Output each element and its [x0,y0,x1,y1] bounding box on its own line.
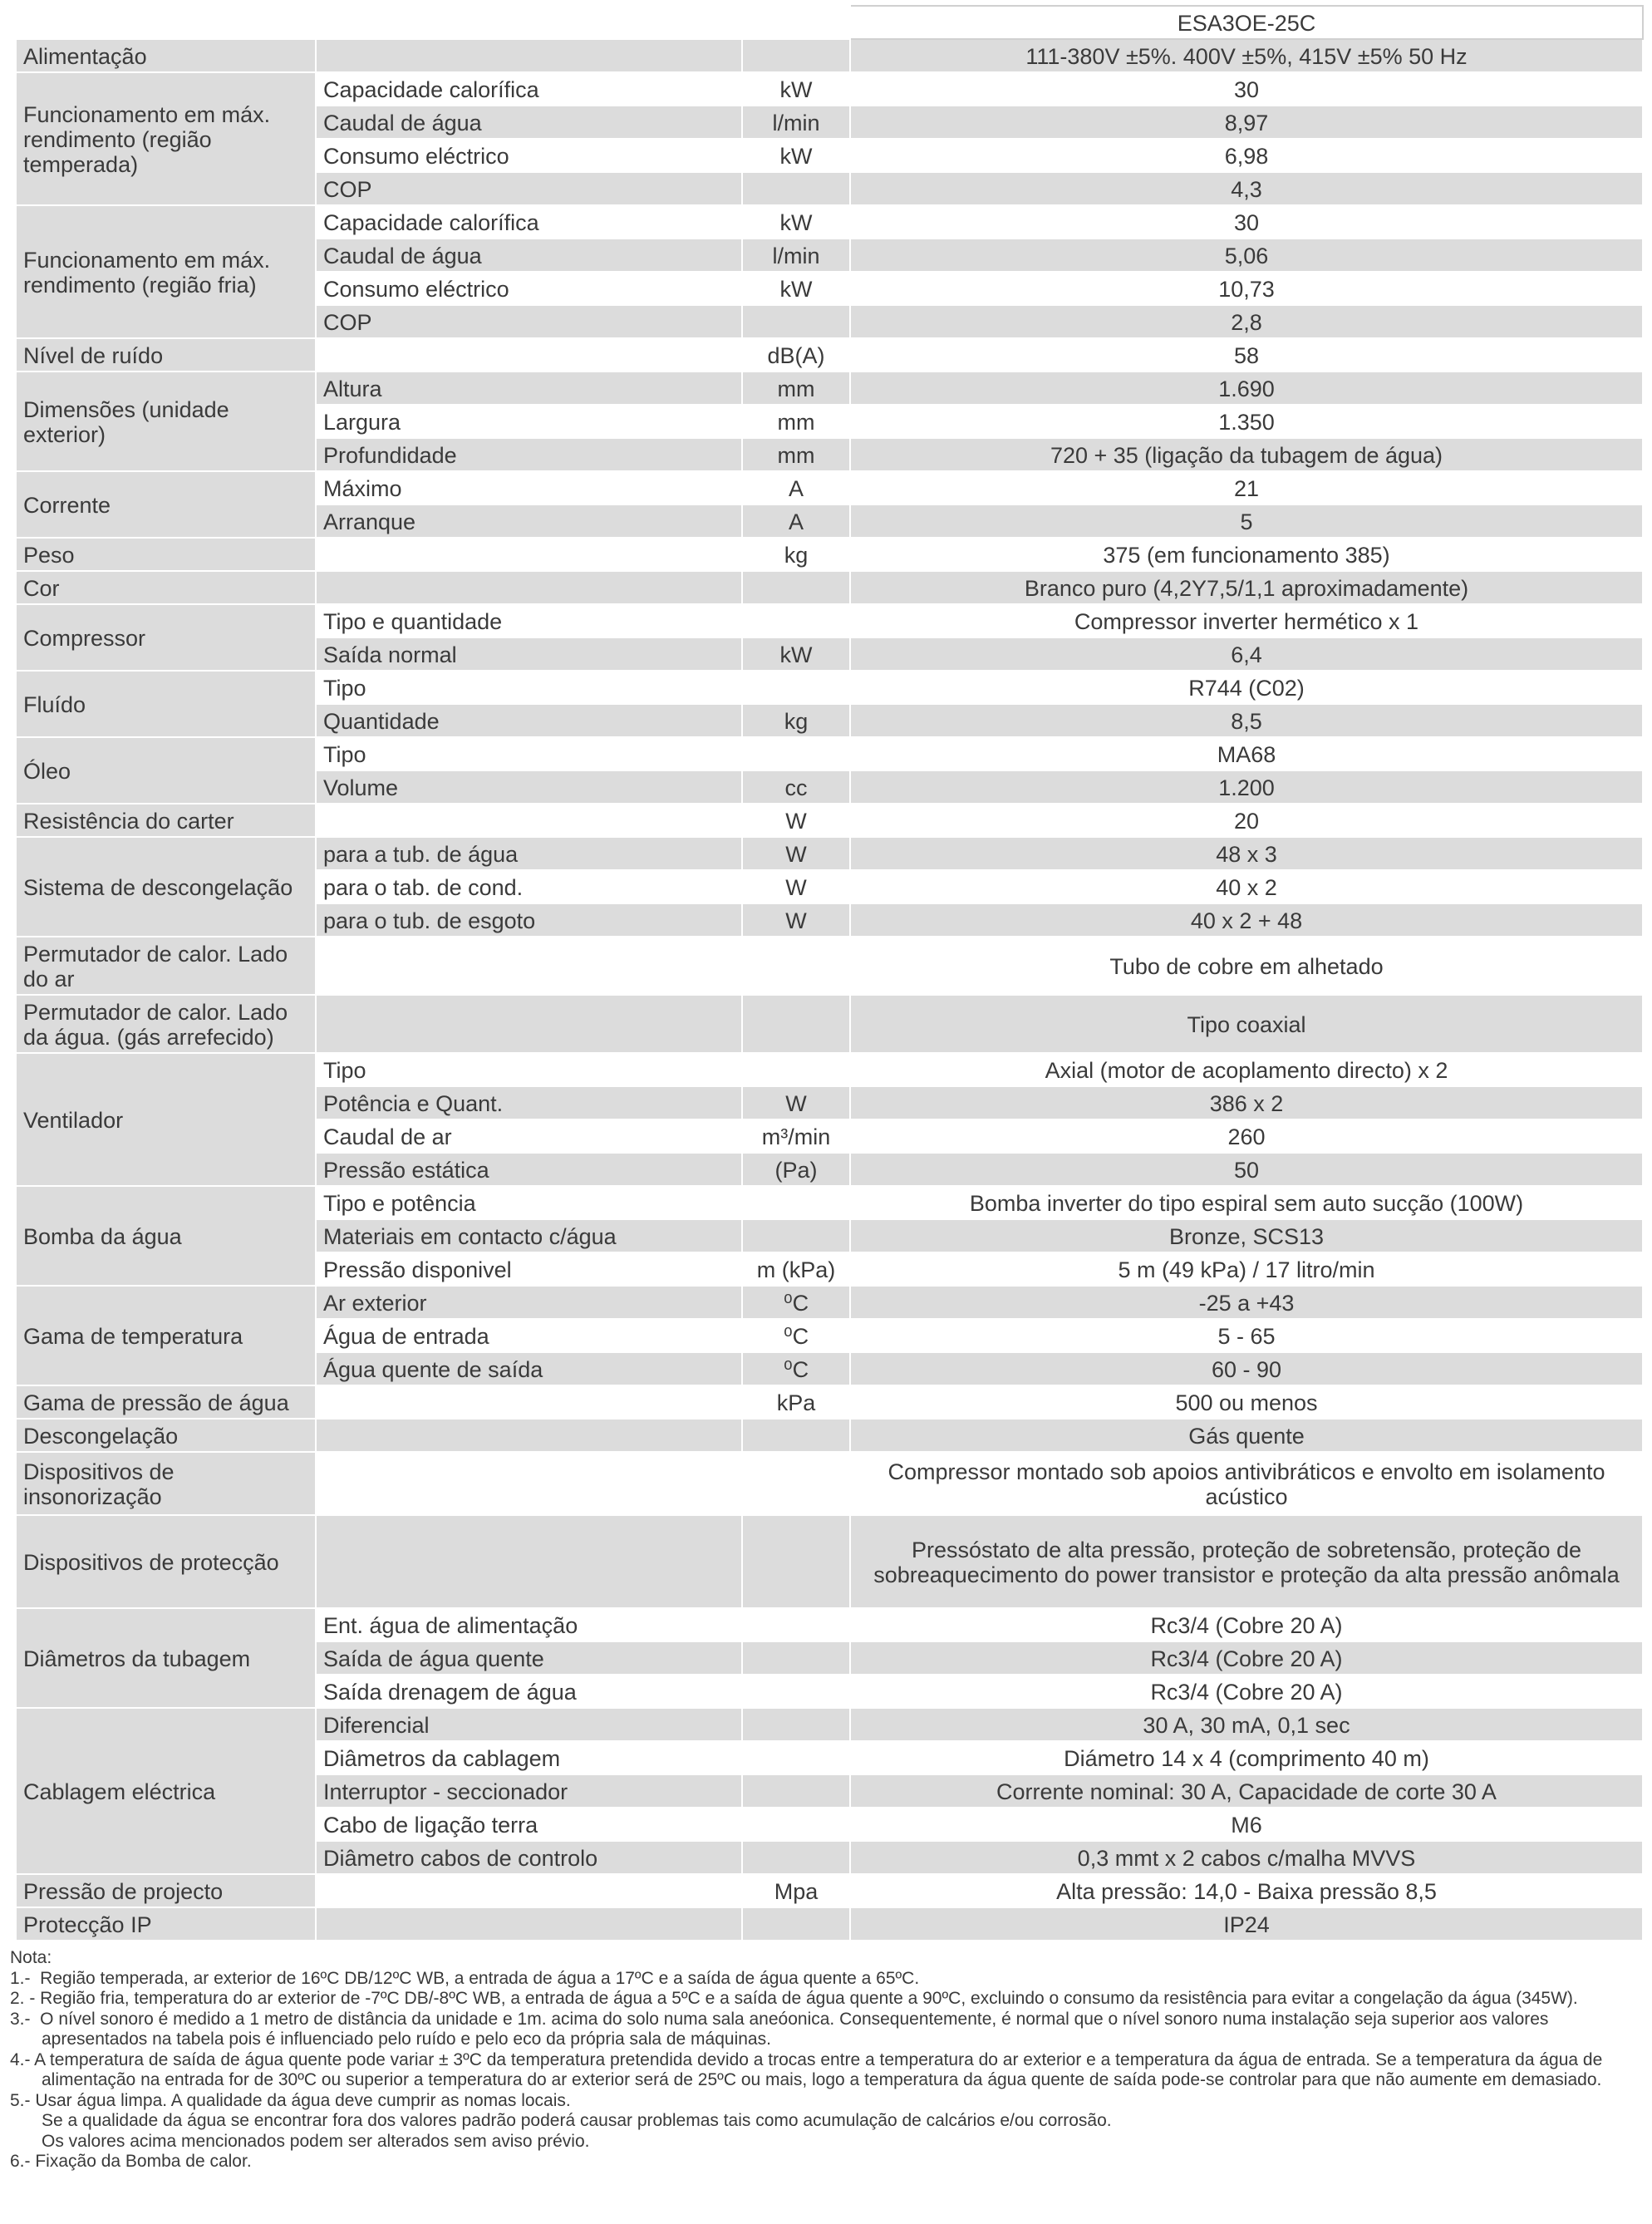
row-value: 5 - 65 [850,1319,1643,1352]
row-value: Compressor montado sob apoios antivibráticos e envolto em isolamento acústico [850,1452,1643,1515]
row-value: 6,4 [850,637,1643,671]
row-unit: ⁰C [742,1286,850,1319]
row-unit [742,1053,850,1086]
spec-row [16,671,1643,704]
row-value: 30 [850,72,1643,106]
row-sublabel [316,1907,742,1941]
row-sublabel: Água quente de saída [316,1352,742,1385]
row-unit: (Pa) [742,1153,850,1186]
row-label: Cor [16,571,316,604]
row-sublabel: Capacidade calorífica [316,205,742,239]
row-value: 5 m (49 kPa) / 17 litro/min [850,1252,1643,1286]
row-value: Rc3/4 (Cobre 20 A) [850,1641,1643,1675]
row-value: 30 [850,205,1643,239]
row-sublabel: Volume [316,770,742,804]
row-unit: W [742,903,850,937]
row-sublabel: Saída normal [316,637,742,671]
row-sublabel: Profundidade [316,438,742,471]
row-value: Diámetro 14 x 4 (comprimento 40 m) [850,1741,1643,1774]
row-label: Pressão de projecto [16,1874,316,1907]
row-label: Diâmetros da tubagem [16,1608,316,1708]
row-sublabel [316,937,742,995]
row-unit: kW [742,205,850,239]
row-sublabel: Cabo de ligação terra [316,1808,742,1841]
row-sublabel: Água de entrada [316,1319,742,1352]
model-header-row [16,6,1643,39]
row-value: 1.200 [850,770,1643,804]
spec-row [16,1053,1643,1086]
row-unit [742,1741,850,1774]
note-6: 6.- Fixação da Bomba de calor. [10,2152,252,2171]
row-value: Rc3/4 (Cobre 20 A) [850,1608,1643,1641]
row-unit [742,1515,850,1608]
spec-row [16,1419,1643,1452]
row-sublabel [316,538,742,571]
spec-row [16,995,1643,1053]
spec-row [16,1286,1643,1319]
row-unit [742,671,850,704]
row-sublabel [316,1874,742,1907]
row-value: R744 (C02) [850,671,1643,704]
row-value: M6 [850,1808,1643,1841]
spec-row [16,1608,1643,1641]
row-unit [742,1186,850,1219]
row-unit: kW [742,272,850,305]
row-unit [742,1675,850,1708]
row-sublabel: Máximo [316,471,742,504]
spec-row [16,737,1643,770]
spec-row [16,604,1643,637]
row-sublabel: Tipo [316,671,742,704]
row-sublabel: Saída de água quente [316,1641,742,1675]
row-sublabel: Caudal de água [316,239,742,272]
row-value: 5,06 [850,239,1643,272]
row-value: 375 (em funcionamento 385) [850,538,1643,571]
row-unit: kW [742,139,850,172]
spec-row [16,1874,1643,1907]
row-value: Pressóstato de alta pressão, proteção de sobretensão, proteção de sobreaquecimento do power transistor e proteção da alta pressão anômala [850,1515,1643,1608]
row-unit: cc [742,770,850,804]
row-unit [742,1641,850,1675]
row-value: Branco puro (4,2Y7,5/1,1 aproximadamente) [850,571,1643,604]
row-label: Peso [16,538,316,571]
row-unit [742,1808,850,1841]
row-value: 260 [850,1119,1643,1153]
row-value: Corrente nominal: 30 A, Capacidade de corte 30 A [850,1774,1643,1808]
row-value: 1.350 [850,405,1643,438]
spec-row [16,538,1643,571]
row-unit: m (kPa) [742,1252,850,1286]
row-sublabel: Pressão disponivel [316,1252,742,1286]
spec-row [16,937,1643,995]
row-sublabel: Arranque [316,504,742,538]
row-sublabel [316,571,742,604]
row-unit: l/min [742,106,850,139]
row-value: 8,5 [850,704,1643,737]
row-value: 8,97 [850,106,1643,139]
row-unit [742,305,850,338]
row-unit [742,1907,850,1941]
row-sublabel [316,1515,742,1608]
row-unit: Mpa [742,1874,850,1907]
row-value: Tipo coaxial [850,995,1643,1053]
row-value: 0,3 mmt x 2 cabos c/malha MVVS [850,1841,1643,1874]
row-unit: W [742,870,850,903]
row-unit: ⁰C [742,1319,850,1352]
row-label: Cablagem eléctrica [16,1708,316,1874]
note-5: 5.- Usar água limpa. A qualidade da água deve cumprir as nomas locais. [10,2090,571,2110]
row-label: Corrente [16,471,316,538]
row-sublabel: Altura [316,371,742,405]
spec-row [16,1907,1643,1941]
spec-row [16,39,1643,72]
row-label: Protecção IP [16,1907,316,1941]
row-value: 30 A, 30 mA, 0,1 sec [850,1708,1643,1741]
row-sublabel: Diâmetros da cablagem [316,1741,742,1774]
row-sublabel [316,995,742,1053]
row-unit [742,1419,850,1452]
row-sublabel: Tipo [316,1053,742,1086]
row-value: Rc3/4 (Cobre 20 A) [850,1675,1643,1708]
row-sublabel: Caudal de ar [316,1119,742,1153]
row-label: Óleo [16,737,316,804]
row-value: MA68 [850,737,1643,770]
row-sublabel: para o tub. de esgoto [316,903,742,937]
row-sublabel: Largura [316,405,742,438]
row-unit: A [742,471,850,504]
row-label: Dispositivos de insonorização [16,1452,316,1515]
spec-row [16,1452,1643,1515]
row-sublabel: Consumo eléctrico [316,272,742,305]
row-unit: W [742,837,850,870]
row-value: 58 [850,338,1643,371]
row-label: Funcionamento em máx. rendimento (região fria) [16,205,316,338]
row-sublabel: Tipo [316,737,742,770]
row-sublabel: para a tub. de água [316,837,742,870]
row-unit [742,1219,850,1252]
note-5-detail-1: Se a qualidade da água se encontrar fora dos valores padrão poderá causar problemas tais como acumulação de calcários e/ou corrosão. [42,2111,1112,2130]
row-sublabel: Materiais em contacto c/água [316,1219,742,1252]
row-unit: kW [742,72,850,106]
row-label: Permutador de calor. Lado da água. (gás arrefecido) [16,995,316,1053]
row-value: IP24 [850,1907,1643,1941]
row-unit [742,1774,850,1808]
row-unit: dB(A) [742,338,850,371]
row-value: 111-380V ±5%. 400V ±5%, 415V ±5% 50 Hz [850,39,1643,72]
spec-row [16,837,1643,870]
spec-row [16,338,1643,371]
row-label: Bomba da água [16,1186,316,1286]
row-unit [742,1608,850,1641]
row-unit [742,995,850,1053]
row-sublabel: Tipo e potência [316,1186,742,1219]
row-sublabel: Interruptor - seccionador [316,1774,742,1808]
row-sublabel [316,1419,742,1452]
row-unit [742,1452,850,1515]
row-value: Bomba inverter do tipo espiral sem auto sucção (100W) [850,1186,1643,1219]
row-label: Compressor [16,604,316,671]
row-unit: mm [742,438,850,471]
row-value: 50 [850,1153,1643,1186]
spec-row [16,205,1643,239]
note-3: 3.- O nível sonoro é medido a 1 metro de distância da unidade e 1m. acima do solo numa sala aneóonica. Consequentemente, é normal que o nível sonoro numa instalação seja superior aos valores apresentados na tabela pois é influenciado pelo ruído e pelo eco da própria sala de máquinas. [10,2009,1554,2049]
row-sublabel: Potência e Quant. [316,1086,742,1119]
row-value: 6,98 [850,139,1643,172]
row-sublabel: COP [316,305,742,338]
row-sublabel [316,1452,742,1515]
row-value: Gás quente [850,1419,1643,1452]
model-name: ESA3OE-25C [850,6,1643,39]
row-label: Permutador de calor. Lado do ar [16,937,316,995]
row-sublabel: para o tab. de cond. [316,870,742,903]
spec-row [16,1186,1643,1219]
row-unit: kPa [742,1385,850,1419]
row-sublabel: Consumo eléctrico [316,139,742,172]
row-sublabel [316,39,742,72]
row-unit [742,39,850,72]
row-unit: kW [742,637,850,671]
row-label: Alimentação [16,39,316,72]
row-sublabel: Quantidade [316,704,742,737]
row-label: Ventilador [16,1053,316,1186]
row-label: Fluído [16,671,316,737]
row-sublabel: Tipo e quantidade [316,604,742,637]
row-label: Funcionamento em máx. rendimento (região temperada) [16,72,316,205]
row-unit [742,571,850,604]
row-value: 20 [850,804,1643,837]
row-unit: W [742,804,850,837]
row-label: Resistência do carter [16,804,316,837]
row-sublabel: Caudal de água [316,106,742,139]
row-value: Compressor inverter hermético x 1 [850,604,1643,637]
row-value: Bronze, SCS13 [850,1219,1643,1252]
row-value: 1.690 [850,371,1643,405]
note-2: 2. - Região fria, temperatura do ar exterior de -7ºC DB/-8ºC WB, a entrada de água a 5ºC e a saída de água quente a 90ºC, excluindo o consumo da resistência para evitar a congelação da água (345W). [10,1989,1578,2008]
row-value: 60 - 90 [850,1352,1643,1385]
row-label: Sistema de descongelação [16,837,316,937]
row-value: Axial (motor de acoplamento directo) x 2 [850,1053,1643,1086]
row-sublabel [316,804,742,837]
row-unit [742,937,850,995]
spec-row [16,371,1643,405]
row-value: 21 [850,471,1643,504]
row-label: Gama de pressão de água [16,1385,316,1419]
row-value: 720 + 35 (ligação da tubagem de água) [850,438,1643,471]
row-label: Descongelação [16,1419,316,1452]
row-value: 4,3 [850,172,1643,205]
row-unit: m³/min [742,1119,850,1153]
row-value: 40 x 2 + 48 [850,903,1643,937]
row-unit: ⁰C [742,1352,850,1385]
row-value: -25 a +43 [850,1286,1643,1319]
row-sublabel: Diferencial [316,1708,742,1741]
spec-row [16,1515,1643,1608]
row-sublabel: Capacidade calorífica [316,72,742,106]
header-spacer [16,6,850,39]
spec-row [16,72,1643,106]
row-value: 500 ou menos [850,1385,1643,1419]
spec-row [16,804,1643,837]
note-1: 1.- Região temperada, ar exterior de 16ºC DB/12ºC WB, a entrada de água a 17ºC e a saída de água quente a 65ºC. [10,1968,920,1988]
row-unit: mm [742,405,850,438]
row-value: Tubo de cobre em alhetado [850,937,1643,995]
row-value: 10,73 [850,272,1643,305]
spec-row [16,471,1643,504]
row-sublabel [316,1385,742,1419]
row-value: Alta pressão: 14,0 - Baixa pressão 8,5 [850,1874,1643,1907]
row-unit: mm [742,371,850,405]
row-value: 386 x 2 [850,1086,1643,1119]
row-sublabel: Pressão estática [316,1153,742,1186]
spec-table [15,5,1644,1941]
row-unit [742,1841,850,1874]
spec-row [16,571,1643,604]
row-unit: kg [742,704,850,737]
row-value: 48 x 3 [850,837,1643,870]
row-sublabel [316,338,742,371]
row-unit: l/min [742,239,850,272]
row-label: Nível de ruído [16,338,316,371]
row-value: 40 x 2 [850,870,1643,903]
row-unit: W [742,1086,850,1119]
row-sublabel: Saída drenagem de água [316,1675,742,1708]
note-4: 4.- A temperatura de saída de água quente pode variar ± 3ºC da temperatura pretendida devido a trocas entre a temperatura do ar exterior e a temperatura da água de entrada. Se a temperatura da água de alimentação na entrada for de 30ºC ou superior a temperatura do ar exterior será de 25ºC ou mais, logo a temperatura da água quente de saída pode-se controlar para que não aumente em demasiado. [10,2049,1608,2089]
row-unit [742,604,850,637]
row-unit [742,1708,850,1741]
note-5-detail-2: Os valores acima mencionados podem ser alterados sem aviso prévio. [42,2131,590,2151]
row-unit [742,172,850,205]
row-value: 2,8 [850,305,1643,338]
row-unit: A [742,504,850,538]
row-sublabel: Ar exterior [316,1286,742,1319]
spec-row [16,1385,1643,1419]
row-label: Dimensões (unidade exterior) [16,371,316,471]
row-sublabel: COP [316,172,742,205]
notes-title: Nota: [10,1948,52,1967]
row-sublabel: Diâmetro cabos de controlo [316,1841,742,1874]
row-value: 5 [850,504,1643,538]
notes-section [10,1948,1639,2172]
spec-row [16,1708,1643,1741]
row-unit: kg [742,538,850,571]
row-label: Dispositivos de protecção [16,1515,316,1608]
row-unit [742,737,850,770]
row-label: Gama de temperatura [16,1286,316,1385]
row-sublabel: Ent. água de alimentação [316,1608,742,1641]
